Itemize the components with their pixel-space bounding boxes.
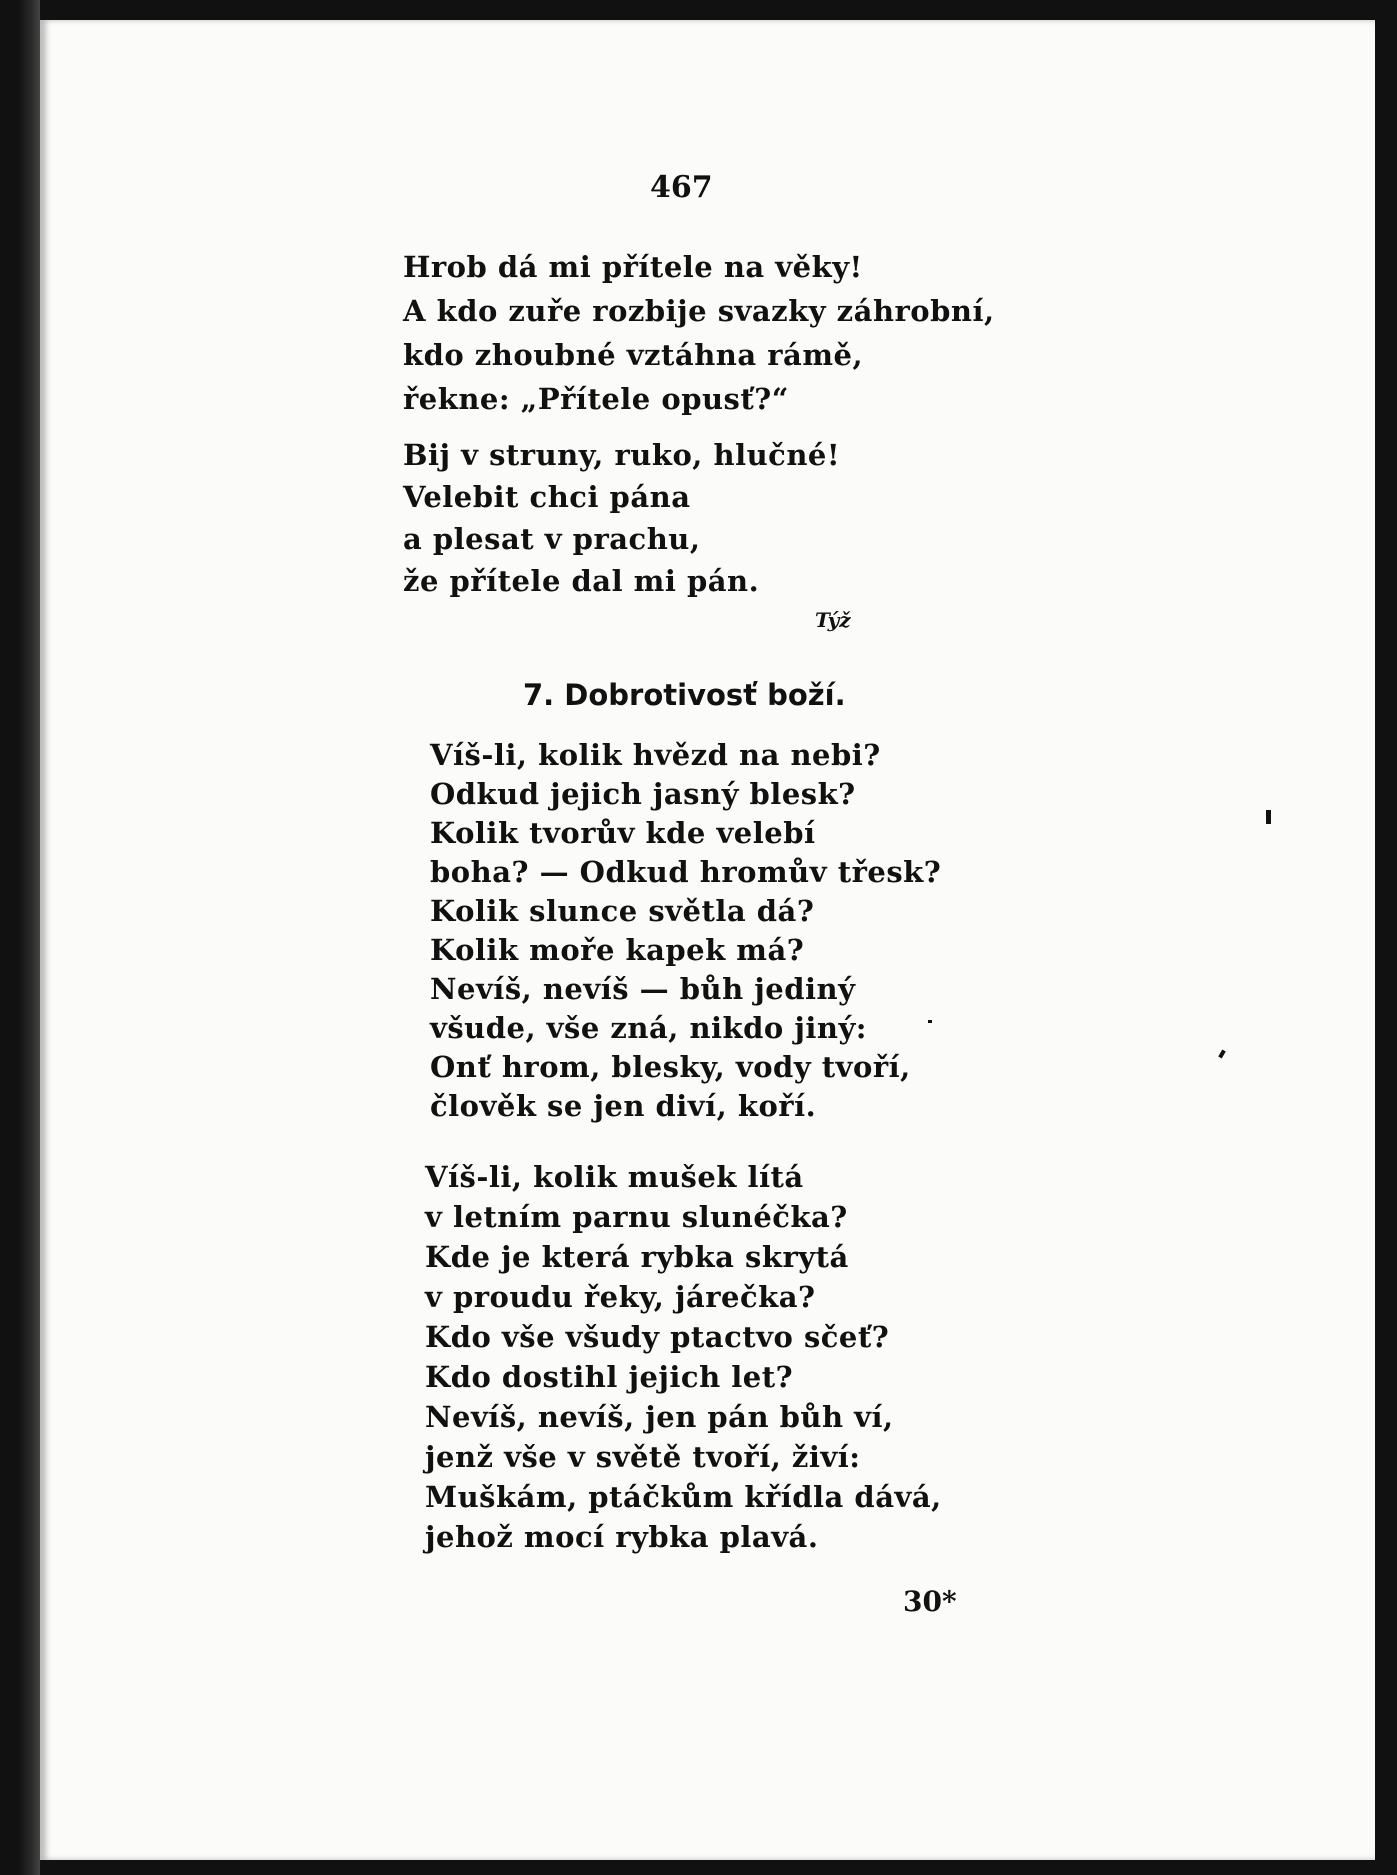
poem-line: Víš-li, kolik mušek lítá: [425, 1160, 804, 1194]
poem-line: Kdo dostihl jejich let?: [425, 1360, 794, 1394]
poem-line: Kolik slunce světla dá?: [430, 894, 815, 928]
poem-line: jehož mocí rybka plavá.: [425, 1520, 819, 1554]
poem-line: Muškám, ptáčkům křídla dává,: [425, 1480, 942, 1514]
poem-line: Víš-li, kolik hvězd na nebi?: [430, 738, 881, 772]
poem-line: Nevíš, nevíš, jen pán bůh ví,: [425, 1400, 894, 1434]
poem-line: řekne: „Přítele opusť?“: [403, 382, 789, 416]
poem-line: Kolik tvorův kde velebí: [430, 816, 816, 850]
poem-line: Kde je která rybka skrytá: [425, 1240, 849, 1274]
poem-line: všude, vše zná, nikdo jiný:: [430, 1011, 868, 1045]
poem-line: a plesat v prachu,: [403, 522, 701, 556]
poem-line: Velebit chci pána: [403, 480, 691, 514]
poem-line: Nevíš, nevíš — bůh jediný: [430, 972, 856, 1006]
poem-line: A kdo zuře rozbije svazky záhrobní,: [403, 294, 995, 328]
ink-speck: [1218, 1050, 1225, 1059]
poem-line: člověk se jen diví, koří.: [430, 1089, 817, 1123]
poem-line: Onť hrom, blesky, vody tvoří,: [430, 1050, 911, 1084]
signature-mark: 30*: [903, 1585, 957, 1618]
poem-line: že přítele dal mi pán.: [403, 564, 760, 598]
poem-line: jenž vše v světě tvoří, živí:: [425, 1440, 861, 1474]
page-left-edge: [18, 0, 40, 1875]
poem-line: Kdo vše všudy ptactvo sčeť?: [425, 1320, 890, 1354]
poem-line: v letním parnu slunéčka?: [425, 1200, 848, 1234]
ink-speck: [1266, 810, 1271, 824]
author-attribution: Týž: [815, 608, 851, 632]
poem-line: boha? — Odkud hromův třesk?: [430, 855, 942, 889]
poem-line: Kolik moře kapek má?: [430, 933, 805, 967]
poem-line: kdo zhoubné vztáhna rámě,: [403, 338, 864, 372]
poem-line: v proudu řeky, járečka?: [425, 1280, 816, 1314]
poem-line: Hrob dá mi přítele na věky!: [403, 250, 863, 284]
page-number: 467: [650, 170, 713, 205]
poem-line: Odkud jejich jasný blesk?: [430, 777, 856, 811]
ink-speck: [928, 1020, 932, 1023]
poem-heading: 7. Dobrotivosť boží.: [523, 678, 846, 712]
poem-line: Bij v struny, ruko, hlučné!: [403, 438, 841, 472]
